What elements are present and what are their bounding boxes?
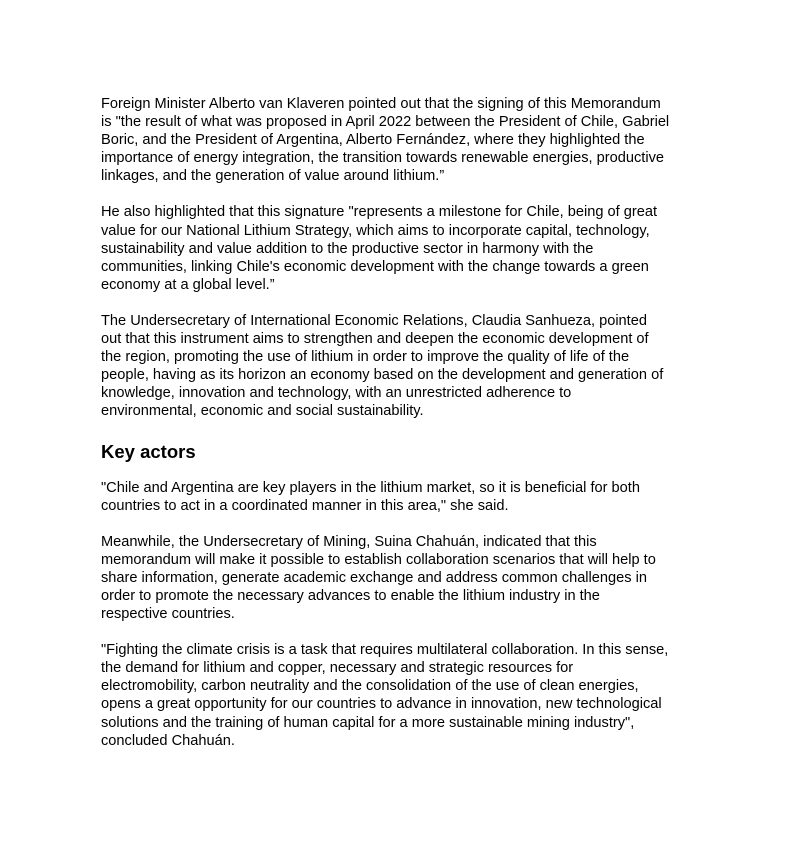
text-line: linkages, and the generation of value around lithium.” xyxy=(101,168,445,185)
text-line: memorandum will make it possible to establish collaboration scenarios that will help to xyxy=(101,551,656,568)
text-line: value for our National Lithium Strategy, which aims to incorporate capital, technology, xyxy=(101,222,650,239)
text-line: knowledge, innovation and technology, with an unrestricted adherence to xyxy=(101,385,572,402)
paragraph-climate-crisis-quote xyxy=(101,641,701,750)
text-line: Foreign Minister Alberto van Klaveren pointed out that the signing of this Memorandum xyxy=(101,96,661,112)
text-line: Meanwhile, the Undersecretary of Mining, Suina Chahuán, indicated that this xyxy=(101,533,597,550)
text-line: communities, linking Chile's economic development with the change towards a green xyxy=(101,258,649,275)
text-line: concluded Chahuán. xyxy=(101,732,235,749)
text-line: the region, promoting the use of lithium in order to improve the quality of life of the xyxy=(101,349,630,366)
paragraph-key-players-quote xyxy=(101,479,701,515)
text-line: share information, generate academic exchange and address common challenges in xyxy=(101,569,647,586)
paragraph-van-klaveren-statement xyxy=(101,95,701,185)
text-line: economy at a global level.” xyxy=(101,276,275,293)
section-heading-key-actors: Key actors xyxy=(101,440,196,462)
text-line: solutions and the training of human capital for a more sustainable mining industry", xyxy=(101,714,635,731)
text-line: respective countries. xyxy=(101,606,235,623)
text-line: "Fighting the climate crisis is a task that requires multilateral collaboration. In this sense, xyxy=(101,642,669,659)
text-line: electromobility, carbon neutrality and the consolidation of the use of clean energies, xyxy=(101,678,639,695)
text-line: countries to act in a coordinated manner in this area," she said. xyxy=(101,497,509,514)
text-line: people, having as its horizon an economy based on the development and generation of xyxy=(101,367,664,384)
document-body xyxy=(101,95,701,768)
text-line: the demand for lithium and copper, necessary and strategic resources for xyxy=(101,660,574,677)
text-line: Boric, and the President of Argentina, Alberto Fernández, where they highlighted the xyxy=(101,132,645,149)
text-line: He also highlighted that this signature "represents a milestone for Chile, being of great xyxy=(101,204,658,221)
paragraph-chahuan-statement xyxy=(101,533,701,623)
text-line: sustainability and value addition to the productive sector in harmony with the xyxy=(101,240,594,257)
text-line: order to promote the necessary advances to enable the lithium industry in the xyxy=(101,587,600,604)
text-line: is "the result of what was proposed in April 2022 between the President of Chile, Gabriel xyxy=(101,114,670,131)
text-line: importance of energy integration, the transition towards renewable energies, productive xyxy=(101,150,664,167)
text-line: out that this instrument aims to strengthen and deepen the economic development of xyxy=(101,331,649,348)
text-line: environmental, economic and social sustainability. xyxy=(101,403,424,420)
text-line: "Chile and Argentina are key players in the lithium market, so it is beneficial for both xyxy=(101,479,640,496)
paragraph-sanhueza-statement xyxy=(101,312,701,421)
text-line: opens a great opportunity for our countries to advance in innovation, new technological xyxy=(101,696,662,713)
paragraph-milestone-statement xyxy=(101,203,701,293)
text-line: The Undersecretary of International Economic Relations, Claudia Sanhueza, pointed xyxy=(101,312,647,329)
